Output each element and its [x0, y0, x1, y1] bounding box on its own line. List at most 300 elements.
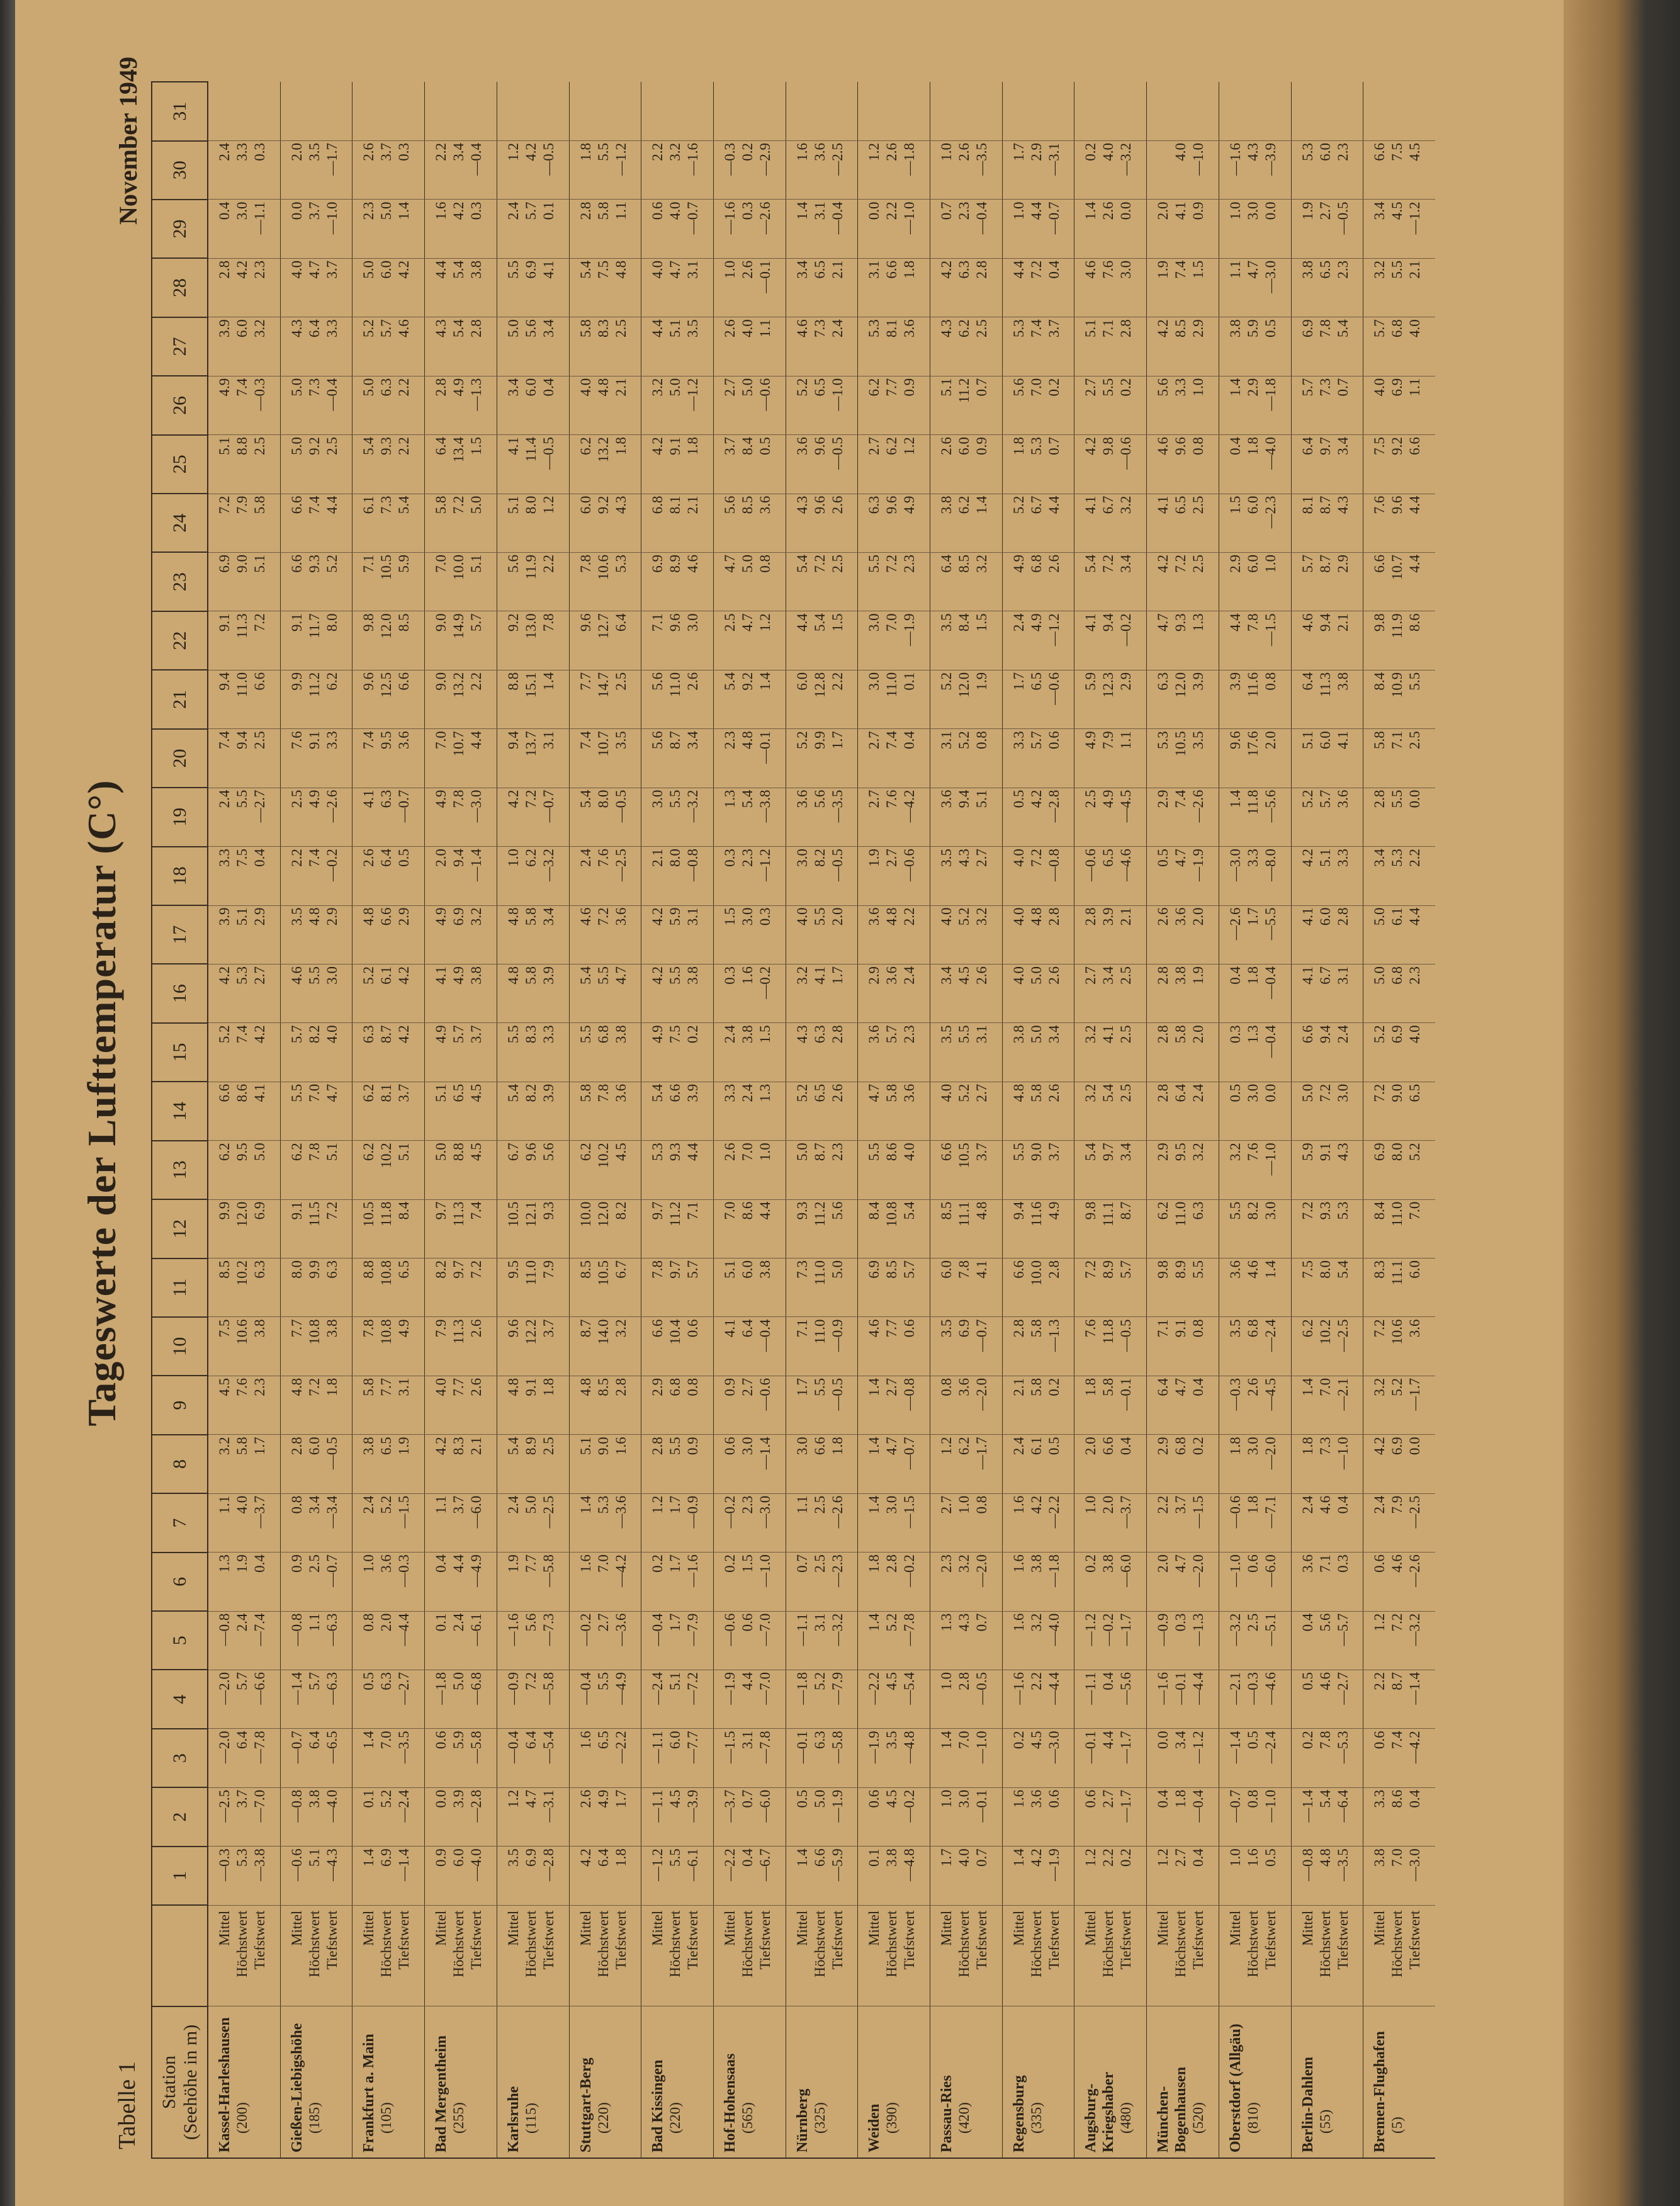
temperature-value: 1.4	[1083, 201, 1099, 220]
temperature-value: 3.6	[757, 495, 773, 514]
temperature-value: 0.0	[1155, 1731, 1171, 1750]
temperature-value: 7.5	[1299, 1260, 1316, 1279]
temperature-value: 2.9	[252, 907, 268, 926]
value-kind-label: Tiefstwert	[540, 1910, 556, 1970]
temperature-value: 4.9	[451, 966, 467, 985]
temperature-value: 5.5	[595, 143, 611, 161]
temperature-value: 5.3	[1028, 437, 1044, 455]
temperature-value: 9.1	[288, 613, 305, 632]
value-kind-label: Tiefstwert	[1334, 1910, 1351, 1970]
day-value-cell	[208, 258, 280, 317]
day-value-cell	[425, 1376, 497, 1434]
temperature-value: 6.3	[1155, 672, 1171, 691]
temperature-value: 2.2	[1155, 1495, 1171, 1514]
temperature-value: 5.5	[1010, 1143, 1027, 1161]
day-value-cell	[930, 1376, 1003, 1434]
temperature-value: 5.1	[234, 907, 250, 926]
temperature-value: 7.0	[306, 1083, 322, 1102]
day-value-cell	[786, 494, 858, 552]
temperature-value	[505, 84, 522, 139]
temperature-value: 8.6	[739, 1201, 755, 1220]
temperature-value: 2.9	[1118, 672, 1134, 691]
temperature-value: 6.4	[595, 1848, 611, 1867]
temperature-value	[1010, 84, 1028, 139]
temperature-value: 7.0	[1028, 378, 1044, 397]
temperature-value: 4.0	[234, 1495, 250, 1514]
temperature-value: 9.6	[577, 613, 594, 632]
day-value-cell	[1002, 611, 1074, 670]
temperature-value: 5.0	[451, 1672, 467, 1690]
temperature-value: 4.2	[234, 260, 250, 279]
temperature-value: —0.6	[1046, 672, 1062, 705]
day-value-cell	[208, 82, 280, 141]
temperature-value: 0.2	[1083, 1554, 1099, 1573]
temperature-value: 4.3	[1244, 143, 1261, 161]
temperature-value: 2.6	[685, 672, 701, 691]
temperature-value: 1.7	[667, 1495, 684, 1514]
day-value-cell	[1363, 1023, 1435, 1082]
day-value-cell	[930, 258, 1003, 317]
temperature-value: 1.6	[739, 966, 755, 985]
temperature-value: 2.5	[811, 1495, 828, 1514]
day-value-cell	[858, 1317, 930, 1376]
temperature-value: 6.9	[1389, 1025, 1406, 1044]
temperature-value: —4.4	[1190, 1672, 1207, 1705]
temperature-value: —4.8	[901, 1848, 918, 1882]
temperature-value: 5.1	[324, 1143, 340, 1161]
temperature-value: 1.0	[1010, 201, 1027, 220]
temperature-value: —5.5	[1262, 907, 1278, 941]
day-value-cell	[352, 611, 425, 670]
temperature-value: 4.0	[433, 1377, 449, 1396]
temperature-value: 7.6	[288, 731, 305, 749]
temperature-value: —1.0	[1334, 1437, 1351, 1470]
day-value-cell	[497, 788, 569, 846]
temperature-value: 9.9	[306, 1260, 322, 1279]
temperature-value: 3.4	[505, 378, 521, 397]
temperature-value: —0.1	[1173, 1672, 1189, 1705]
temperature-value: 5.4	[1334, 1260, 1351, 1279]
temperature-value: 5.7	[1299, 554, 1316, 573]
day-value-cell	[280, 1259, 352, 1317]
temperature-value: 2.8	[217, 260, 232, 279]
temperature-value: 6.5	[1317, 260, 1333, 279]
temperature-value: 0.6	[685, 1319, 701, 1338]
day-value-cell	[1002, 494, 1074, 552]
day-value-cell	[858, 729, 930, 788]
temperature-value: 8.0	[1317, 1260, 1333, 1279]
temperature-value: 2.9	[1190, 319, 1207, 338]
temperature-value: 3.5	[288, 907, 305, 926]
temperature-value: 2.8	[1334, 907, 1351, 926]
day-value-cell	[1002, 1435, 1074, 1493]
temperature-value: 6.2	[361, 1083, 377, 1102]
temperature-value: 5.4	[739, 789, 755, 808]
station-row-group	[1147, 82, 1219, 2158]
temperature-value: 2.0	[1100, 1495, 1117, 1514]
temperature-value: 0.3	[721, 849, 738, 867]
temperature-value: 1.8	[1299, 1437, 1316, 1456]
temperature-value	[306, 84, 324, 139]
station-elevation: (200)	[234, 2102, 250, 2134]
temperature-value: 2.6	[1244, 1377, 1261, 1396]
temperature-value: 1.7	[1010, 672, 1027, 691]
temperature-value: 2.6	[468, 1319, 485, 1338]
temperature-value: —1.0	[757, 1554, 773, 1587]
temperature-value: 3.0	[1118, 260, 1134, 279]
day-value-cell	[1291, 964, 1363, 1022]
temperature-value: 6.2	[577, 1143, 594, 1161]
temperature-value: 0.5	[794, 1789, 810, 1808]
day-value-cell	[1219, 1729, 1291, 1787]
temperature-value: 1.7	[667, 1613, 684, 1632]
temperature-value: 3.5	[612, 731, 629, 749]
temperature-value: 5.4	[396, 495, 412, 514]
temperature-value: 4.2	[522, 143, 539, 161]
temperature-value: 1.1	[433, 1495, 449, 1514]
day-value-cell	[497, 376, 569, 434]
temperature-value: 0.6	[1372, 1731, 1388, 1750]
temperature-value: 7.2	[1299, 1201, 1316, 1220]
temperature-value	[468, 84, 485, 139]
temperature-value: —1.8	[794, 1672, 810, 1705]
day-value-cell	[569, 788, 641, 846]
temperature-value: 1.5	[1227, 495, 1243, 514]
temperature-value: 10.2	[595, 1143, 611, 1168]
day-value-cell	[497, 1670, 569, 1729]
temperature-value: 2.9	[1028, 143, 1044, 161]
temperature-value: 0.6	[901, 1319, 918, 1338]
temperature-value: 8.5	[396, 613, 412, 632]
temperature-value: 5.1	[306, 1848, 322, 1867]
temperature-value: —1.2	[1407, 201, 1423, 235]
day-value-cell	[1002, 1787, 1074, 1846]
day-value-cell	[425, 611, 497, 670]
temperature-value: 6.2	[956, 319, 972, 338]
temperature-value: 10.6	[234, 1319, 250, 1345]
temperature-value: 9.7	[1100, 1143, 1117, 1161]
station-elevation: (5)	[1389, 2117, 1406, 2134]
day-value-cell	[713, 1553, 786, 1611]
temperature-value: —2.0	[1190, 1554, 1207, 1587]
temperature-value: 0.2	[1010, 1731, 1027, 1750]
day-header: 25	[152, 435, 208, 494]
temperature-value: 4.6	[288, 966, 305, 985]
day-value-cell	[1074, 1553, 1147, 1611]
temperature-value: —2.5	[1334, 1319, 1351, 1352]
temperature-value: 3.6	[1028, 1789, 1044, 1808]
temperature-value: —7.8	[252, 1731, 268, 1764]
temperature-value: 1.8	[1227, 1437, 1243, 1456]
temperature-value: 4.8	[595, 378, 611, 397]
temperature-value: 6.7	[505, 1143, 521, 1161]
temperature-value: 2.5	[612, 672, 629, 691]
temperature-value	[794, 84, 811, 139]
day-value-cell	[641, 200, 714, 258]
table-header-row	[152, 82, 208, 2158]
temperature-value: 3.7	[540, 1319, 556, 1338]
temperature-value: 11.0	[1389, 1201, 1406, 1227]
temperature-value: 7.1	[361, 554, 377, 573]
temperature-value: 3.8	[252, 1319, 268, 1338]
temperature-value: —1.9	[901, 613, 918, 647]
temperature-value: —1.4	[1407, 1672, 1423, 1705]
temperature-value: 8.6	[1407, 613, 1423, 632]
temperature-value: 2.3	[739, 1495, 755, 1514]
temperature-value: 9.5	[505, 1260, 521, 1279]
temperature-value: 3.7	[1046, 319, 1062, 338]
temperature-value: 5.9	[1299, 1143, 1316, 1161]
temperature-value	[973, 84, 991, 139]
temperature-value: 0.4	[252, 1554, 268, 1573]
temperature-value: 3.8	[324, 1319, 340, 1338]
temperature-value: 4.8	[612, 260, 629, 279]
day-value-cell	[930, 200, 1003, 258]
day-value-cell	[858, 964, 930, 1022]
day-value-cell	[1291, 258, 1363, 317]
temperature-value: 5.5	[595, 1672, 611, 1690]
value-kind-cell	[1363, 1905, 1435, 2006]
temperature-value: —6.3	[324, 1613, 340, 1646]
temperature-value: 2.9	[1155, 1437, 1171, 1456]
day-value-cell	[641, 1553, 714, 1611]
day-value-cell	[497, 317, 569, 376]
temperature-value: —1.2	[757, 849, 773, 881]
temperature-value: 2.4	[1372, 1495, 1388, 1514]
day-value-cell	[1219, 317, 1291, 376]
temperature-value: 3.1	[739, 1731, 755, 1750]
day-value-cell	[497, 847, 569, 905]
temperature-value: 4.6	[1299, 613, 1316, 632]
value-kind-cell	[425, 1905, 497, 2006]
temperature-value: 3.2	[974, 907, 990, 926]
temperature-value: 6.9	[1389, 1437, 1406, 1456]
day-value-cell	[208, 1376, 280, 1434]
temperature-value: 5.5	[1190, 1260, 1207, 1279]
temperature-value: —2.8	[1046, 789, 1062, 823]
temperature-value: 3.4	[540, 319, 556, 338]
day-value-cell	[569, 1553, 641, 1611]
temperature-value: 3.4	[1372, 201, 1388, 220]
temperature-value: 0.0	[866, 201, 882, 220]
temperature-value: 5.7	[1372, 319, 1388, 338]
temperature-value: 4.7	[1173, 1554, 1189, 1573]
temperature-value: 6.5	[811, 1083, 828, 1102]
temperature-value: 5.0	[829, 1260, 845, 1279]
day-value-cell	[1363, 376, 1435, 434]
temperature-value: 4.1	[1155, 495, 1171, 514]
temperature-value: —0.8	[288, 1789, 305, 1823]
station-name: Weiden	[866, 2103, 883, 2152]
temperature-value: 3.4	[1118, 1143, 1134, 1161]
temperature-value: 3.2	[1372, 260, 1388, 279]
day-value-cell	[713, 1199, 786, 1258]
temperature-value: 7.1	[1155, 1319, 1171, 1338]
temperature-value: 2.6	[1046, 1083, 1062, 1102]
temperature-value: 0.0	[1262, 201, 1278, 220]
temperature-value: —0.6	[1118, 437, 1134, 470]
temperature-value: 5.7	[685, 1260, 701, 1279]
temperature-value: 5.1	[505, 495, 521, 514]
temperature-value: 6.5	[451, 1083, 467, 1102]
temperature-value: 1.0	[939, 1672, 955, 1690]
day-value-cell	[930, 1787, 1003, 1846]
temperature-value: 0.9	[685, 1437, 701, 1456]
temperature-value	[684, 84, 702, 139]
temperature-value: 7.8	[1317, 319, 1333, 338]
value-kind-cell	[1074, 1905, 1147, 2006]
day-value-cell	[280, 964, 352, 1022]
temperature-value: 4.6	[1083, 260, 1099, 279]
day-value-cell	[1219, 1376, 1291, 1434]
temperature-value: 6.8	[1028, 554, 1044, 573]
temperature-value: 6.8	[595, 1025, 611, 1044]
day-value-cell	[280, 1670, 352, 1729]
temperature-value: —2.5	[612, 849, 629, 881]
temperature-value: 1.6	[794, 143, 810, 161]
temperature-value: —1.6	[1227, 143, 1243, 176]
temperature-value: 8.0	[1389, 1143, 1406, 1161]
temperature-value: 5.2	[1299, 789, 1316, 808]
day-value-cell	[858, 670, 930, 728]
temperature-value: —0.2	[1100, 1613, 1117, 1646]
temperature-value: 9.4	[956, 789, 972, 808]
day-value-cell	[280, 611, 352, 670]
day-value-cell	[497, 1729, 569, 1787]
temperature-value: 2.7	[595, 1613, 611, 1632]
temperature-value: 1.1	[1407, 378, 1423, 397]
temperature-value: 10.4	[667, 1319, 684, 1345]
temperature-value: 6.7	[1100, 495, 1117, 514]
day-value-cell	[425, 200, 497, 258]
day-value-cell	[569, 964, 641, 1022]
temperature-value: —1.1	[650, 1789, 666, 1823]
temperature-value: 4.2	[1372, 1437, 1388, 1456]
station-header: Station	[158, 2055, 179, 2109]
day-value-cell	[208, 1553, 280, 1611]
day-value-cell	[1291, 1729, 1363, 1787]
temperature-value	[1172, 84, 1190, 139]
day-value-cell	[280, 1553, 352, 1611]
day-header: 9	[152, 1376, 208, 1434]
day-value-cell	[352, 670, 425, 728]
day-value-cell	[786, 317, 858, 376]
day-value-cell	[786, 1847, 858, 1905]
temperature-value: 5.1	[577, 1437, 594, 1456]
temperature-value: 6.4	[306, 319, 322, 338]
day-value-cell	[352, 1787, 425, 1846]
temperature-value: 1.2	[866, 143, 882, 161]
temperature-value: 2.0	[378, 1613, 395, 1632]
temperature-value: 1.2	[505, 1789, 521, 1808]
day-value-cell	[858, 611, 930, 670]
temperature-value: 3.4	[1100, 966, 1117, 985]
temperature-value: 5.9	[1083, 672, 1099, 691]
temperature-value: 9.0	[234, 554, 250, 573]
temperature-value: 4.8	[1010, 1083, 1027, 1102]
temperature-value: 2.2	[884, 201, 900, 220]
temperature-value: 6.9	[866, 1260, 882, 1279]
temperature-value: 2.8	[1372, 789, 1388, 808]
temperature-value: 1.2	[1155, 1848, 1171, 1867]
temperature-value: 5.8	[234, 1437, 250, 1456]
temperature-value: 4.4	[1010, 260, 1027, 279]
value-kind-label: Mittel	[288, 1910, 305, 1946]
temperature-value: 5.6	[522, 1613, 539, 1632]
temperature-value: 5.0	[505, 319, 521, 338]
temperature-value: 3.0	[884, 1495, 900, 1514]
temperature-value: 9.0	[433, 672, 449, 691]
temperature-value	[649, 84, 667, 139]
temperature-value: 11.1	[956, 1201, 972, 1227]
station-row-group	[1002, 82, 1074, 2158]
station-name: Gießen-Liebigshöhe	[288, 2023, 305, 2152]
elevation-header: (Seehöhe in m)	[179, 2024, 201, 2141]
day-header: 6	[152, 1553, 208, 1611]
day-value-cell	[208, 552, 280, 611]
temperature-value: 2.9	[1334, 554, 1351, 573]
temperature-value: —4.2	[901, 789, 918, 823]
day-value-cell	[930, 1729, 1003, 1787]
value-kind-label: Mittel	[1083, 1910, 1099, 1946]
temperature-value: 2.6	[1046, 966, 1062, 985]
temperature-value: —0.5	[829, 437, 845, 470]
day-value-cell	[1363, 494, 1435, 552]
temperature-value: 1.4	[794, 1848, 810, 1867]
temperature-value: —0.5	[1334, 201, 1351, 235]
temperature-value: 15.1	[522, 672, 539, 698]
temperature-value: 4.4	[1100, 1731, 1117, 1750]
temperature-value: —2.6	[757, 201, 773, 235]
temperature-value: 4.8	[974, 1201, 990, 1220]
temperature-value: —0.3	[217, 1848, 232, 1882]
temperature-value: —1.9	[1190, 849, 1207, 881]
day-value-cell	[930, 376, 1003, 434]
temperature-value: 5.6	[540, 1143, 556, 1161]
temperature-value: 0.6	[739, 1613, 755, 1632]
day-value-cell	[497, 435, 569, 494]
temperature-value: —1.2	[1083, 1613, 1099, 1646]
day-value-cell	[1002, 670, 1074, 728]
temperature-value: —2.5	[217, 1789, 232, 1823]
temperature-value: 2.6	[361, 143, 377, 161]
temperature-value: 5.1	[252, 554, 268, 573]
temperature-value: 5.7	[1317, 789, 1333, 808]
day-value-cell	[641, 82, 714, 141]
temperature-value: —5.6	[1118, 1672, 1134, 1705]
day-header: 16	[152, 964, 208, 1022]
temperature-value: —3.2	[1118, 143, 1134, 176]
temperature-value: —1.9	[1046, 1848, 1062, 1882]
temperature-value: 0.0	[1407, 789, 1423, 808]
temperature-value: 11.2	[667, 1201, 684, 1227]
day-value-cell	[641, 1611, 714, 1670]
temperature-value: —7.0	[757, 1672, 773, 1705]
day-value-cell	[1363, 1141, 1435, 1199]
station-cell	[1219, 2006, 1291, 2158]
temperature-value: —3.8	[252, 1848, 268, 1882]
temperature-value: 7.2	[1389, 1613, 1406, 1632]
temperature-value: 0.5	[361, 1672, 377, 1690]
station-elevation: (255)	[451, 2102, 467, 2134]
temperature-value: 5.5	[667, 966, 684, 985]
temperature-value: 8.2	[522, 1083, 539, 1102]
temperature-value: 3.5	[939, 1319, 955, 1338]
day-value-cell	[425, 141, 497, 200]
temperature-value: —0.4	[829, 201, 845, 235]
temperature-value: 4.7	[522, 1789, 539, 1808]
temperature-value: 5.2	[1389, 1377, 1406, 1396]
